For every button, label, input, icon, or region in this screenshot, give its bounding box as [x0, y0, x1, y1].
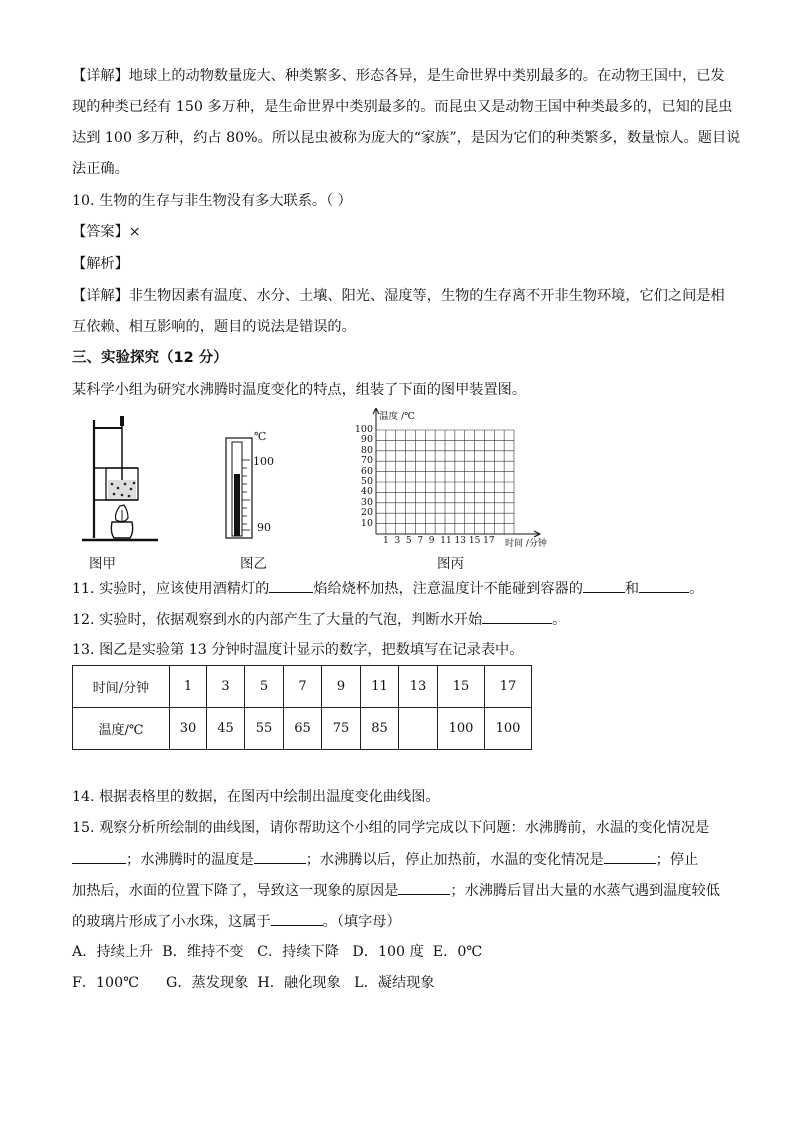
table-input-cell[interactable] — [399, 708, 438, 750]
analysis-10: 【解析】 — [72, 256, 129, 272]
table-cell: 9 — [322, 666, 361, 708]
table-cell: 7 — [284, 666, 322, 708]
table-header-cell: 时间/分钟 — [73, 666, 170, 708]
apparatus-figure — [80, 410, 160, 550]
graph-y-tick-label: 30 — [360, 496, 373, 508]
answer-blank[interactable] — [72, 849, 126, 864]
table-cell: 55 — [245, 708, 284, 750]
graph-y-tick-label: 40 — [360, 486, 373, 498]
table-cell: 5 — [245, 666, 284, 708]
table-row — [73, 666, 532, 708]
table-header-cell: 温度/℃ — [73, 708, 170, 750]
table-cell: 85 — [361, 708, 399, 750]
answer-blank[interactable] — [583, 578, 625, 593]
detail-text-line: 【详解】非生物因素有温度、水分、土壤、阳光、湿度等，生物的生存离不开非生物环境，它们之间是相 — [72, 288, 725, 304]
table-cell: 11 — [361, 666, 399, 708]
temperature-graph-grid — [354, 408, 544, 548]
table-cell: 45 — [207, 708, 245, 750]
detail-text-line: 法正确。 — [72, 161, 129, 177]
table-cell: 13 — [399, 666, 438, 708]
thermometer-top-label: 100 — [253, 455, 274, 468]
question-15-line: 15. 观察分析所绘制的曲线图，请你帮助这个小组的同学完成以下问题：水沸腾前，水温的变化情况是 — [72, 820, 710, 836]
graph-y-axis-label: 温度 /℃ — [379, 411, 415, 422]
answer-blank[interactable] — [271, 911, 323, 926]
detail-text-line: 互依赖、相互影响的，题目的说法是错误的。 — [72, 319, 356, 335]
table-cell: 17 — [485, 666, 532, 708]
graph-x-ticks: 1 3 5 7 9 11 13 15 17 — [383, 536, 495, 546]
answer-blank[interactable] — [398, 880, 450, 895]
answer-blank[interactable] — [639, 578, 689, 593]
graph-x-axis-label: 时间 /分钟 — [505, 539, 547, 549]
figure-jia-caption: 图甲 — [89, 556, 116, 572]
graph-y-tick-label: 20 — [360, 507, 373, 519]
table-cell: 15 — [438, 666, 485, 708]
question-10: 10. 生物的生存与非生物没有多大联系。（ ） — [72, 193, 352, 209]
figure-bing-caption: 图丙 — [437, 556, 464, 572]
table-cell: 3 — [207, 666, 245, 708]
question-15-line: ；水沸腾时的温度是 ；水沸腾以后，停止加热前，水温的变化情况是 ；停止 — [72, 849, 698, 870]
graph-y-tick-label: 60 — [360, 465, 373, 477]
detail-text-line: 现的种类已经有 150 多万种，是生命世界中类别最多的。而昆虫又是动物王国中种类最多的，已知的昆虫 — [72, 99, 733, 115]
answer-blank[interactable] — [604, 849, 656, 864]
answer-blank[interactable] — [482, 609, 552, 624]
table-cell: 30 — [170, 708, 207, 750]
figure-yi-caption: 图乙 — [240, 556, 267, 572]
table-cell: 100 — [438, 708, 485, 750]
graph-y-tick-label: 90 — [360, 434, 373, 446]
detail-text-line: 【详解】地球上的动物数量庞大、种类繁多、形态各异，是生命世界中类别最多的。在动物王国中，已发 — [72, 68, 725, 84]
question-12: 12. 实验时，依据观察到水的内部产生了大量的气泡，判断水开始 。 — [72, 609, 566, 630]
graph-y-tick-label: 100 — [354, 424, 373, 435]
question-15-line: 加热后，水面的位置下降了，导致这一现象的原因是 ；水沸腾后冒出大量的水蒸气遇到温度较低 — [72, 880, 720, 901]
answer-blank[interactable] — [254, 849, 306, 864]
question-13: 13. 图乙是实验第 13 分钟时温度计显示的数字，把数填写在记录表中。 — [72, 642, 524, 658]
graph-y-tick-label: 70 — [360, 455, 373, 467]
question-11: 11. 实验时，应该使用酒精灯的 焰给烧杯加热，注意温度计不能碰到容器的 和 。 — [72, 578, 703, 599]
graph-y-tick-label: 80 — [360, 444, 373, 456]
detail-text-line: 达到 100 多万种，约占 80%。所以昆虫被称为庞大的“家族”，是因为它们的种类繁多，数量惊人。题目说 — [72, 130, 741, 146]
table-cell: 75 — [322, 708, 361, 750]
section-intro: 某科学小组为研究水沸腾时温度变化的特点，组装了下面的图甲装置图。 — [72, 382, 527, 398]
question-15-line: 的玻璃片形成了小水珠，这属于 。（填字母） — [72, 911, 401, 932]
section-heading: 三、实验探究（12 分） — [72, 350, 228, 366]
options-line: A．持续上升 B．维持不变 C．持续下降 D．100 度 E．0℃ — [72, 944, 483, 960]
graph-y-tick-label: 50 — [360, 476, 373, 487]
thermometer-figure — [222, 430, 282, 542]
table-cell: 100 — [485, 708, 532, 750]
answer-blank[interactable] — [269, 578, 313, 593]
question-14: 14. 根据表格里的数据，在图丙中绘制出温度变化曲线图。 — [72, 789, 440, 805]
table-cell: 65 — [284, 708, 322, 750]
answer-10: 【答案】× — [72, 224, 141, 240]
record-table — [72, 665, 532, 750]
table-row — [73, 708, 532, 750]
graph-y-tick-label: 10 — [360, 517, 373, 529]
thermometer-bottom-label: 90 — [257, 521, 271, 534]
options-line: F．100℃ G．蒸发现象 H．融化现象 L．凝结现象 — [72, 975, 435, 991]
table-cell: 1 — [170, 666, 207, 708]
thermometer-unit: ℃ — [254, 430, 267, 443]
